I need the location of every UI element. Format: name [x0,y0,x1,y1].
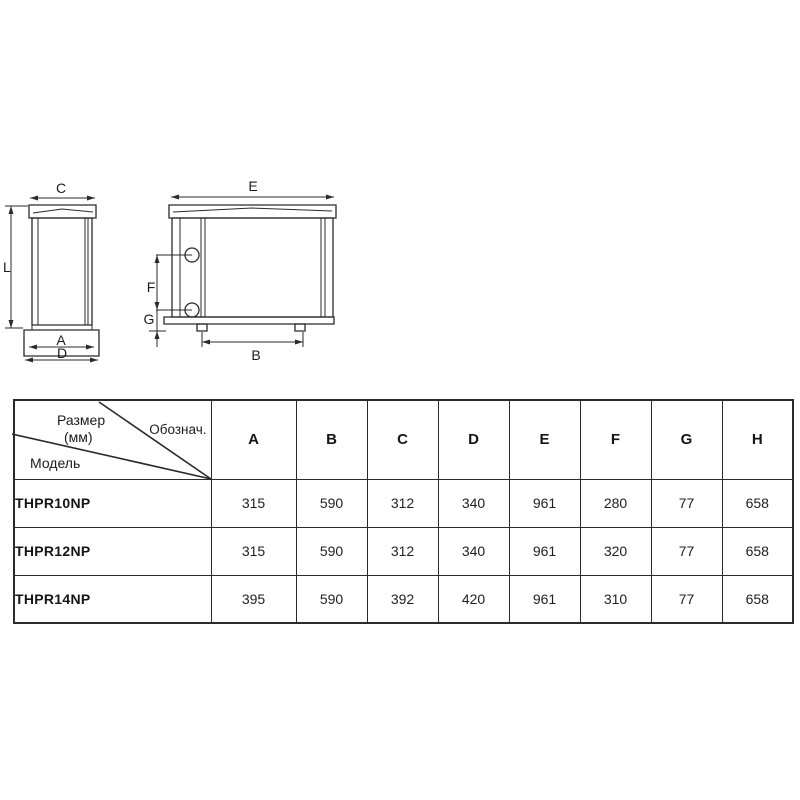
table-cell: 590 [296,479,367,527]
dim-E [171,178,334,200]
dim-label-e: E [248,178,258,194]
table-cell: 658 [722,575,793,623]
dim-label-d: D [56,345,68,361]
table-cell: 590 [296,575,367,623]
side-view [3,180,99,363]
corner-size-label: Размер [57,412,106,428]
corner-model-label: Модель [30,455,81,471]
front-body [172,218,333,317]
table-header-row [14,400,793,479]
dim-label-b: B [251,347,261,363]
dim-F [147,255,192,310]
table-cell: 320 [580,527,651,575]
dim-L [3,206,28,328]
table-cell: 340 [438,479,509,527]
dim-C [30,180,95,201]
table-cell: 280 [580,479,651,527]
corner-cell [14,400,211,479]
table-cell: 310 [580,575,651,623]
table-row-thpr12np [14,527,793,575]
dim-G [144,310,166,347]
table-cell: 77 [651,575,722,623]
model-name: THPR10NP [14,479,211,527]
table-cell: 961 [509,527,580,575]
column-header-e: E [509,400,580,479]
column-header-f: F [580,400,651,479]
table-cell: 395 [211,575,296,623]
front-top-cap [169,205,336,218]
table-row-thpr10np [14,479,793,527]
table-cell: 658 [722,527,793,575]
table-row-thpr14np [14,575,793,623]
table-cell: 658 [722,479,793,527]
dim-label-c: C [55,180,67,196]
dimensions-table-wrap [13,399,792,624]
column-header-c: C [367,400,438,479]
table-cell: 392 [367,575,438,623]
table-cell: 315 [211,527,296,575]
dim-label-l: L [3,259,11,275]
table-cell: 315 [211,479,296,527]
column-header-b: B [296,400,367,479]
corner-designation-label: Обознач. [149,422,207,437]
front-bottom-plate [164,317,334,324]
corner-unit-label: (мм) [64,429,93,445]
table-cell: 340 [438,527,509,575]
table-cell: 590 [296,527,367,575]
dim-label-f: F [146,279,156,295]
table-cell: 312 [367,527,438,575]
dimensions-table [13,399,794,624]
column-header-h: H [722,400,793,479]
column-header-g: G [651,400,722,479]
table-cell: 961 [509,479,580,527]
model-name: THPR14NP [14,575,211,623]
front-view [144,178,336,363]
front-left-foot [197,324,207,331]
dim-B [202,332,303,363]
table-cell: 961 [509,575,580,623]
dim-label-g: G [143,311,155,327]
table-cell: 312 [367,479,438,527]
dim-label-a: A [56,332,66,348]
column-header-a: A [211,400,296,479]
table-cell: 77 [651,527,722,575]
table-cell: 420 [438,575,509,623]
table-cell: 77 [651,479,722,527]
column-header-d: D [438,400,509,479]
front-right-foot [295,324,305,331]
side-body [32,218,92,325]
model-name: THPR12NP [14,527,211,575]
